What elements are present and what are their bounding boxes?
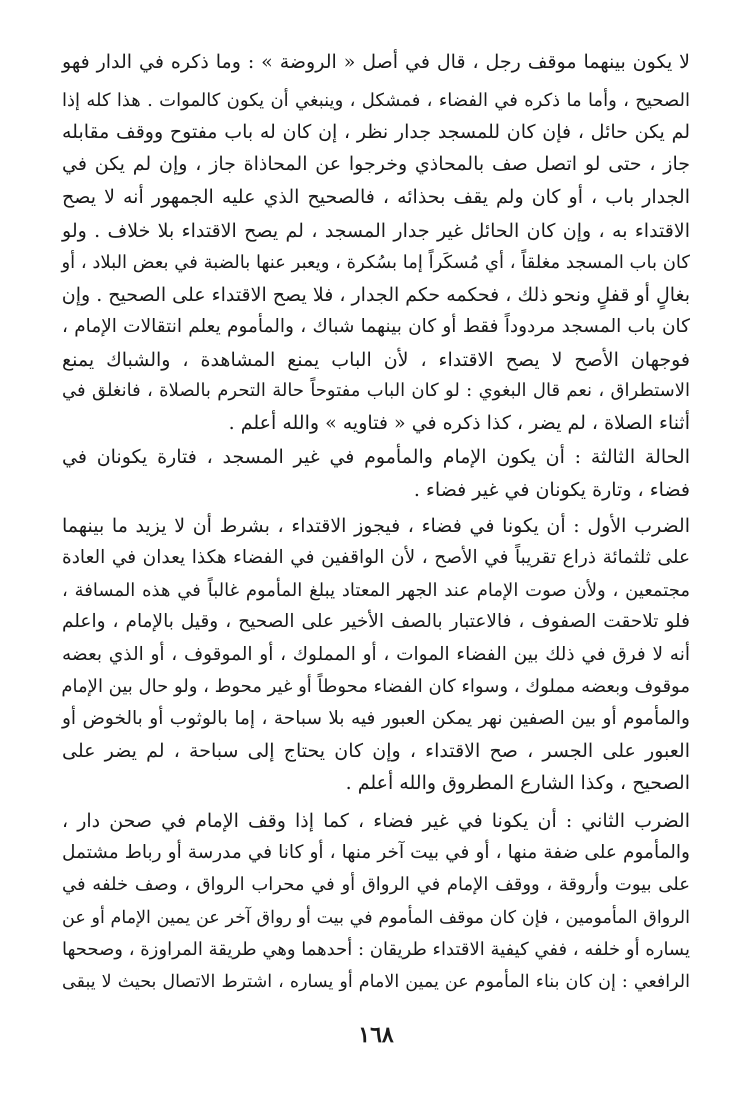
text-line: موقوف وبعضه مملوك ، وسواء كان الفضاء محوطاً أو غير محوط ، ولو حال بين الإمام [61,676,690,697]
page-number: ١٦٨ [358,1022,394,1048]
text-line: الحالة الثالثة : أن يكون الإمام والمأموم في غير المسجد ، فتارة يكونان في [62,446,690,468]
text-line: الضرب الأول : أن يكونا في فضاء ، فيجوز الاقتداء ، بشرط أن لا يزيد ما بينهما [62,515,690,537]
text-line: أثناء الصلاة ، لم يضر ، كذا ذكره في « فتاويه » والله أعلم . [228,412,690,434]
text-line: الاستطراق ، نعم قال البغوي : لو كان الباب مفتوحاً حالة التحرم بالصلاة ، فانغلق في [62,380,690,401]
text-line: الصحيح ، وكذا الشارع المطروق والله أعلم . [345,772,690,794]
text-line: مجتمعين ، ولأن صوت الإمام عند الجهر المعتاد يبلغ المأموم غالباً في هذه المسافة ، [62,580,690,601]
text-line: العبور على الجسر ، صح الاقتداء ، وإن كان يحتاج إلى سباحة ، لم يضر على [62,740,690,762]
text-line: الرواق المأمومين ، فإن كان موقف المأموم في بيت أو رواق آخر عن يمين الإمام أو عن [62,908,690,928]
text-line: والمأموم أو بين الصفين نهر يمكن العبور فيه بلا سباحة ، إما بالوثوب أو بالخوض أو [62,708,690,729]
text-line: فضاء ، وتارة يكونان في غير فضاء . [413,479,690,501]
text-line: لا يكون بينهما موقف رجل ، قال في أصل « الروضة » : وما ذكره في الدار فهو [62,51,690,73]
text-line: على ثلثمائة ذراع تقريباً في الأصح ، لأن الواقفين في الفضاء هكذا يعدان في العادة [62,547,690,568]
text-line: فلو تلاحقت الصفوف ، فالاعتبار بالصف الأخير على الصحيح ، وقيل بالإمام ، واعلم [62,611,690,632]
text-line: يساره أو خلفه ، ففي كيفية الاقتداء طريقان : أحدهما وهي طريقة المراوزة ، وصححها [62,939,690,960]
text-line: على بيوت وأروقة ، ووقف الإمام في الرواق أو في محراب الرواق ، وصف خلفه في [62,874,690,895]
text-line: جاز ، حتى لو اتصل صف بالمحاذي وخرجوا عن المحاذاة جاز ، وإن لم يكن في [62,153,690,175]
text-line: أنه لا فرق في ذلك بين الفضاء الموات ، أو المملوك ، أو الموقوف ، أو الذي بعضه [62,644,690,665]
text-line: كان باب المسجد مردوداً فقط أو كان بينهما شباك ، والمأموم يعلم انتقالات الإمام ، [62,316,690,337]
text-line: الضرب الثاني : أن يكونا في غير فضاء ، كما إذا وقف الإمام في صحن دار ، [62,810,690,832]
text-line: الرافعي : إن كان بناء المأموم عن يمين الامام أو يساره ، اشترط الاتصال بحيث لا يبقى [62,972,690,992]
text-line: لم يكن حائل ، فإن كان للمسجد جدار نظر ، إن كان له باب مفتوح ووقف مقابله [62,121,690,143]
text-line: فوجهان الأصح لا يصح الاقتداء ، لأن الباب يمنع المشاهدة ، والشباك يمنع [62,349,690,371]
text-line: الصحيح ، وأما ما ذكره في الفضاء ، فمشكل ، وينبغي أن يكون كالموات . هذا كله إذا [62,90,690,111]
text-line: كان باب المسجد مغلقاً ، أي مُسكَراً إما بسُكرة ، ويعبر عنها بالضبة في بعض البلاد ، أو [61,252,690,273]
text-line: والمأموم على ضفة منها ، أو في بيت آخر منها ، أو كانا في مدرسة أو رباط مشتمل [62,842,690,863]
text-line: الجدار باب ، أو كان ولم يقف بحذائه ، فالصحيح الذي عليه الجمهور أنه لا يصح [62,186,690,208]
text-line: بغالٍ أو قفلٍ ونحو ذلك ، فحكمه حكم الجدار ، فلا يصح الاقتداء على الصحيح . وإن [61,284,690,306]
text-line: الاقتداء به ، وإن كان الحائل غير جدار المسجد ، لم يصح الاقتداء بلا خلاف . ولو [62,220,690,242]
